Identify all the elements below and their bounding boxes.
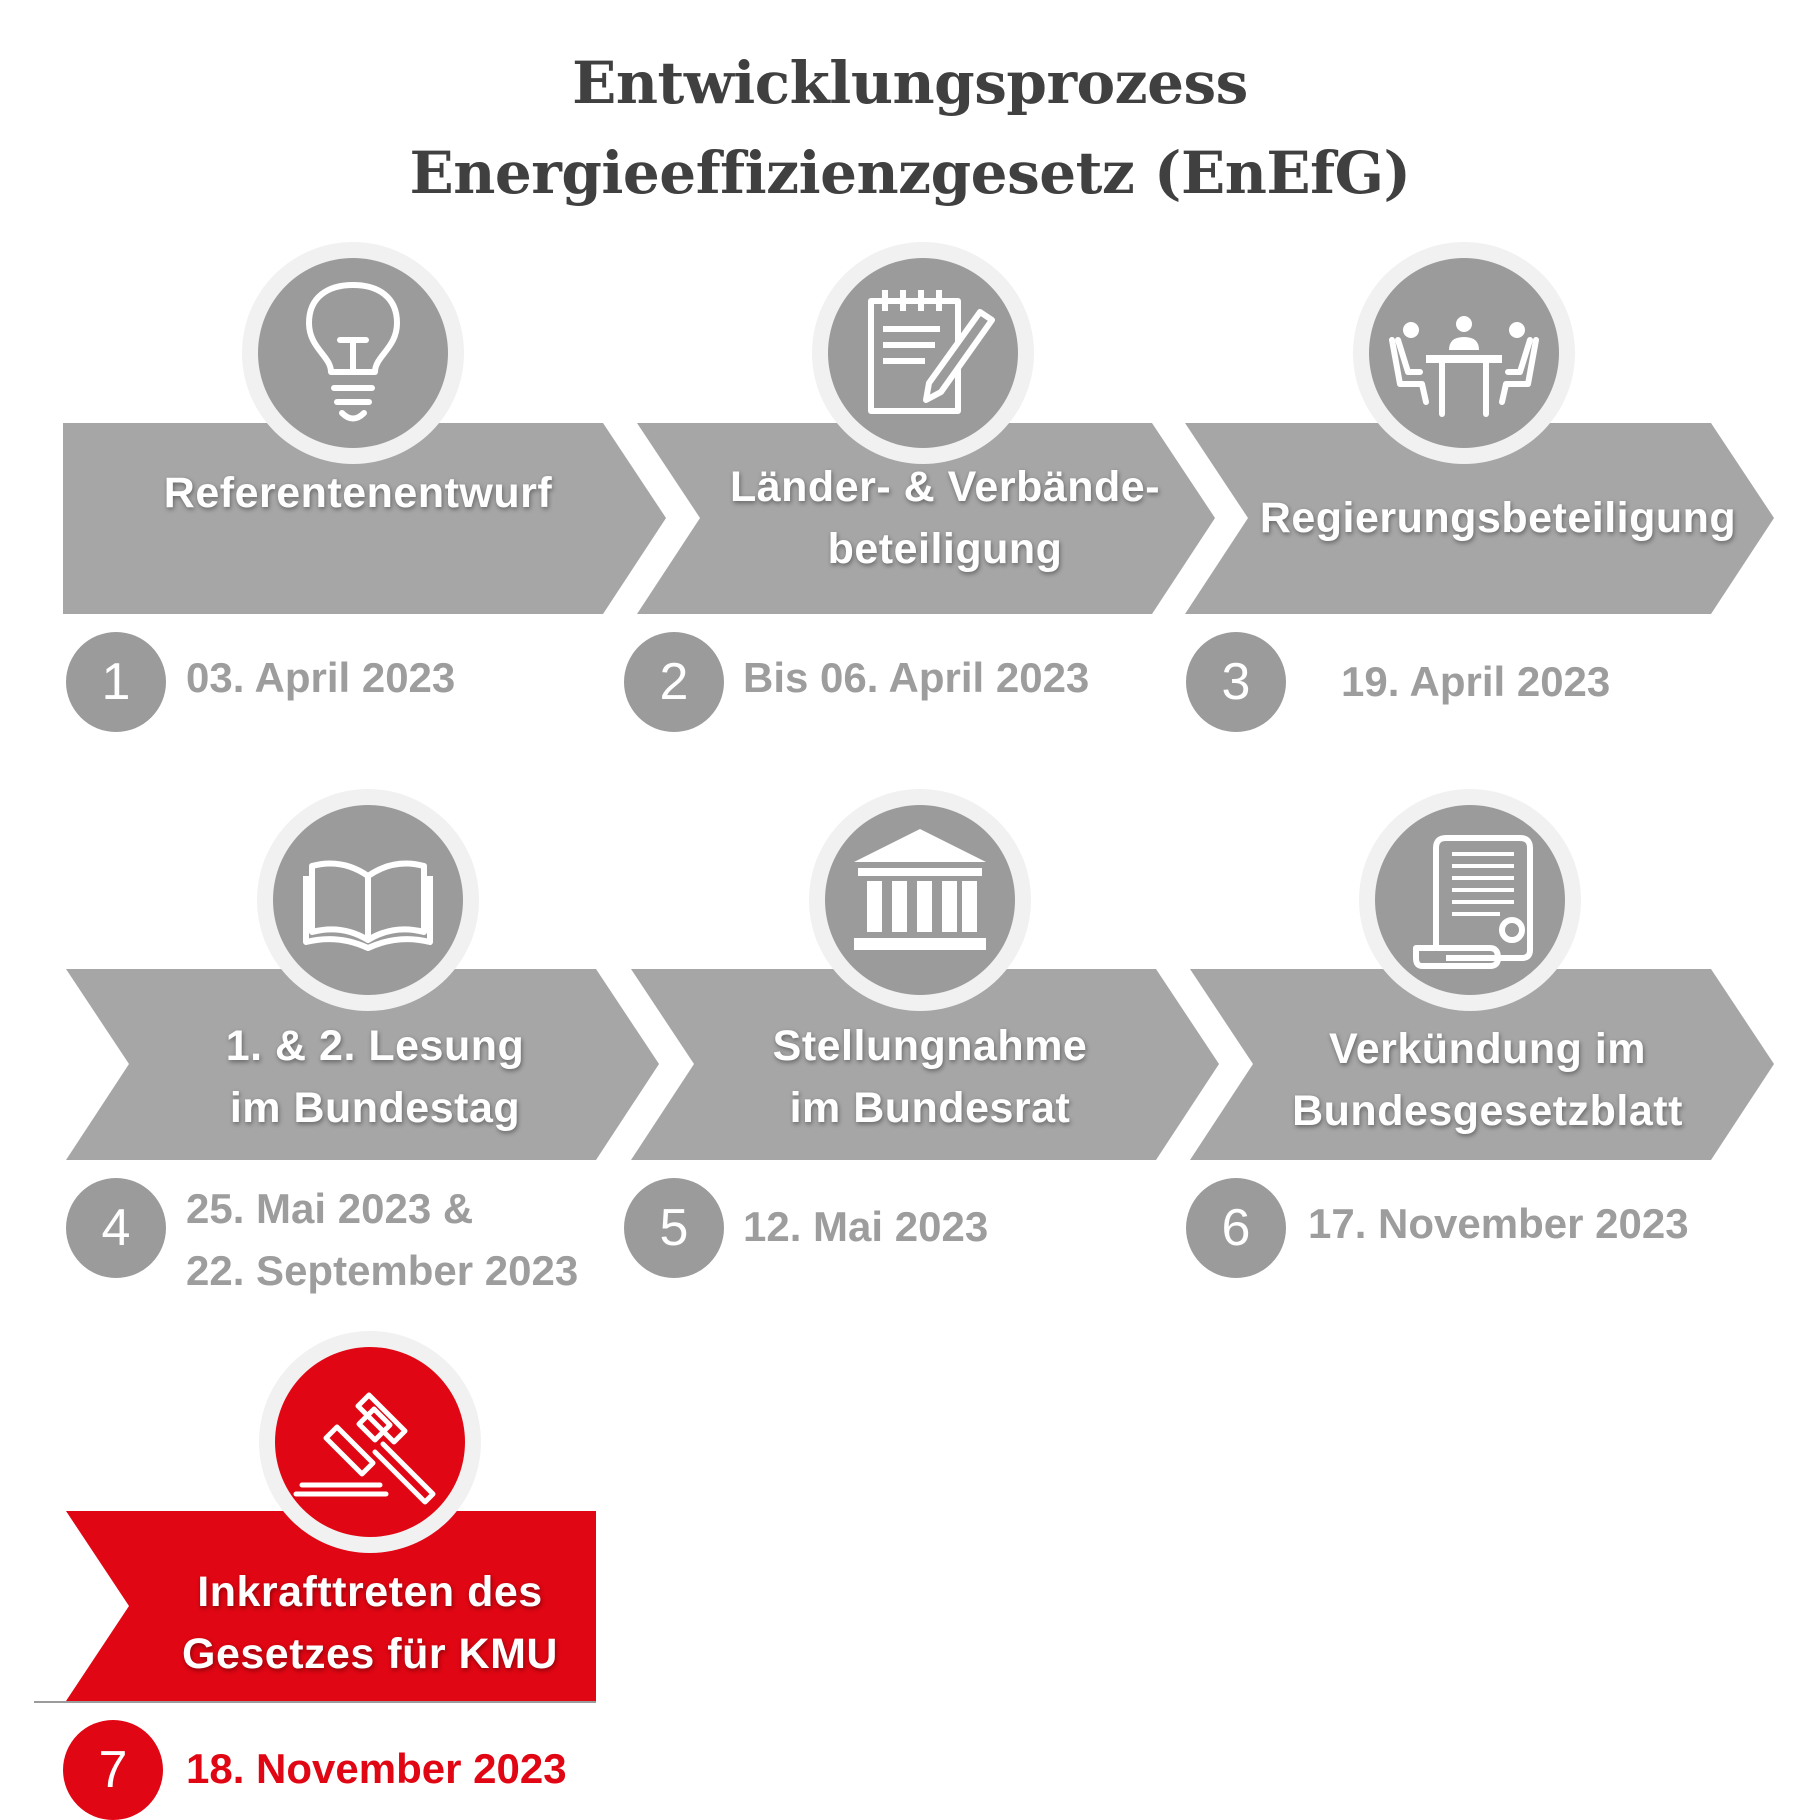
- step-4-number-badge: 4: [66, 1178, 166, 1278]
- step-5-number-badge: 5: [624, 1178, 724, 1278]
- step-1-number-badge: 1: [66, 632, 166, 732]
- step-7-label: Inkrafttreten des Gesetzes für KMU: [182, 1568, 558, 1678]
- step-4-label: 1. & 2. Lesung im Bundestag: [225, 1022, 525, 1132]
- step-2-number-badge: 2: [624, 632, 724, 732]
- step-3-number-badge: 3: [1186, 632, 1286, 732]
- step-4-date: 25. Mai 2023 & 22. September 2023: [186, 1185, 579, 1294]
- step-5-date: 12. Mai 2023: [743, 1203, 989, 1250]
- step-3-label: Regierungsbeteiligung: [1259, 494, 1737, 542]
- icon-circle-6: [1359, 789, 1581, 1011]
- step-6-date: 17. November 2023: [1308, 1200, 1689, 1247]
- title-line-2: Energieeffizienzgesetz (EnEfG): [409, 139, 1411, 207]
- step-2-date: Bis 06. April 2023: [743, 654, 1090, 701]
- step-2-label: Länder- & Verbände- beteiligung: [729, 463, 1161, 573]
- icon-circle-7: [259, 1331, 481, 1553]
- step-3-date: 19. April 2023: [1341, 658, 1611, 705]
- step-6-label: Verkündung im Bundesgesetzblatt: [1292, 1025, 1683, 1135]
- step-7-date: 18. November 2023: [186, 1745, 567, 1792]
- step-5-label: Stellungnahme im Bundesrat: [772, 1022, 1088, 1132]
- step-7-number-badge: 7: [63, 1720, 163, 1820]
- step-1-date: 03. April 2023: [186, 654, 456, 701]
- step-1-label: Referentenentwurf: [163, 469, 553, 517]
- icon-circle-5: [809, 789, 1031, 1011]
- icon-circle-4: [257, 789, 479, 1011]
- step-6-number-badge: 6: [1186, 1178, 1286, 1278]
- title-line-1: Entwicklungsprozess: [572, 49, 1248, 117]
